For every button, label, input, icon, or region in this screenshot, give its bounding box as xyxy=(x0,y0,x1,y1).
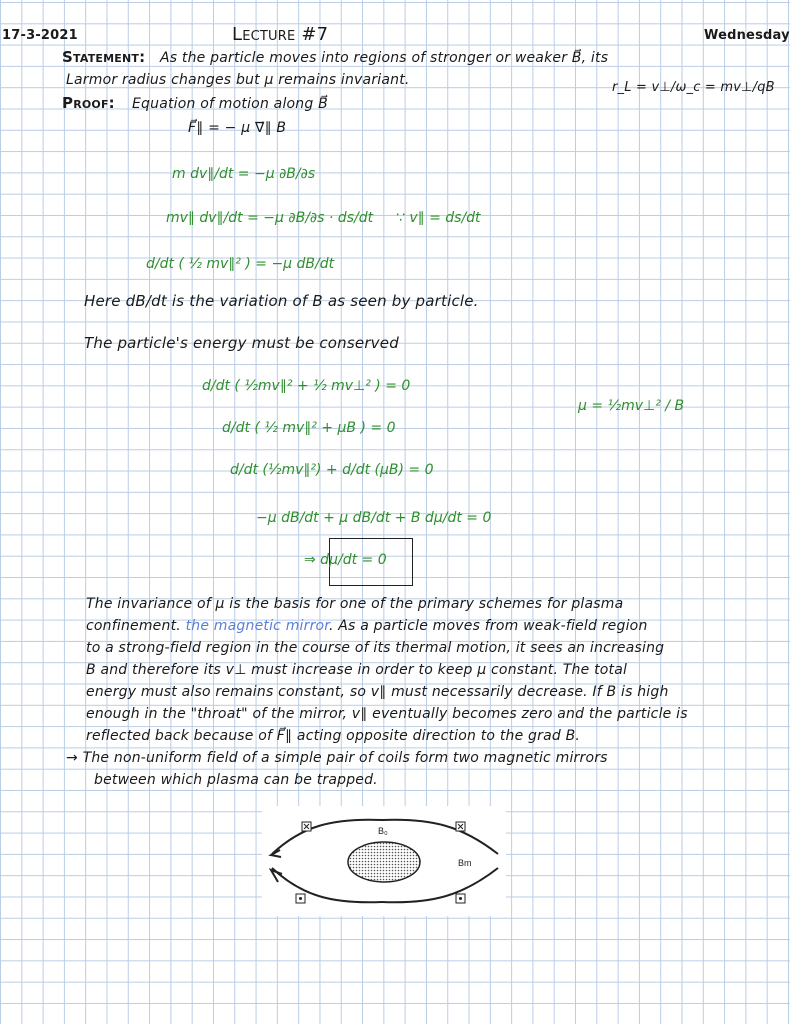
lecture-day: Wednesday xyxy=(704,28,790,43)
paragraph-line-2 xyxy=(86,618,648,634)
mirror-diagram-svg xyxy=(262,806,506,916)
paragraph-line-7: reflected back because of F⃗∥ acting opposite direction to the grad B. xyxy=(86,728,581,744)
lecture-date: 17-3-2021 xyxy=(2,28,78,43)
lecture-title: Lecture #7 xyxy=(232,24,329,45)
energy-equation-4: −μ dB/dt + μ dB/dt + B dμ/dt = 0 xyxy=(256,510,492,526)
statement-label: Statement: xyxy=(62,48,146,66)
proof-text: Equation of motion along B⃗ xyxy=(132,96,328,112)
mu-definition: μ = ½mv⊥² / B xyxy=(578,398,685,414)
equation-2: mv∥ dv∥/dt = −μ ∂B/∂s · ds/dt xyxy=(166,210,374,226)
proof-label: Proof: xyxy=(62,94,115,112)
energy-equation-1: d/dt ( ½mv∥² + ½ mv⊥² ) = 0 xyxy=(202,378,411,394)
equation-2-note: ∵ v∥ = ds/dt xyxy=(396,210,481,226)
energy-equation-3: d/dt (½mv∥²) + d/dt (μB) = 0 xyxy=(230,462,434,478)
paragraph-line-3: to a strong-field region in the course of its thermal motion, it sees an increasing xyxy=(86,640,665,656)
label-bm: Bm xyxy=(458,858,472,868)
paragraph-line-5: energy must also remains constant, so v∥ must necessarily decrease. If B is high xyxy=(86,684,669,700)
label-b0: B₀ xyxy=(378,826,388,836)
plasma-ellipse xyxy=(348,842,420,882)
paragraph-line-2-end: . As a particle moves from weak-field region xyxy=(328,618,648,634)
larmor-radius-formula: r_L = v⊥/ω_c = mv⊥/qB xyxy=(612,80,775,95)
equation-1: m dv∥/dt = −μ ∂B/∂s xyxy=(172,166,316,182)
paragraph-line-6: enough in the "throat" of the mirror, v∥ eventually becomes zero and the particle is xyxy=(86,706,688,722)
note-energy: The particle's energy must be conserved xyxy=(84,334,399,352)
equation-3: d/dt ( ½ mv∥² ) = −μ dB/dt xyxy=(146,256,335,272)
statement-line-2: Larmor radius changes but μ remains invariant. xyxy=(66,72,410,88)
paragraph-line-8: → The non-uniform field of a simple pair of coils form two magnetic mirrors xyxy=(66,750,608,766)
result-equation: ⇒ dμ/dt = 0 xyxy=(304,552,387,568)
magnetic-mirror-diagram xyxy=(262,806,506,916)
energy-equation-2: d/dt ( ½ mv∥² + μB ) = 0 xyxy=(222,420,396,436)
magnetic-mirror-term: the magnetic mirror xyxy=(185,618,329,634)
paragraph-line-1: The invariance of μ is the basis for one of the primary schemes for plasma xyxy=(86,596,624,612)
paragraph-line-9: between which plasma can be trapped. xyxy=(94,772,378,788)
paragraph-line-4: B and therefore its v⊥ must increase in order to keep μ constant. The total xyxy=(86,662,628,678)
statement-line-1: As the particle moves into regions of stronger or weaker B⃗, its xyxy=(160,50,609,66)
force-equation: F⃗∥ = − μ ∇⃗∥ B xyxy=(188,120,287,136)
note-here: Here dB/dt is the variation of B as seen by particle. xyxy=(84,292,479,310)
paragraph-line-2-start: confinement. xyxy=(86,618,181,634)
